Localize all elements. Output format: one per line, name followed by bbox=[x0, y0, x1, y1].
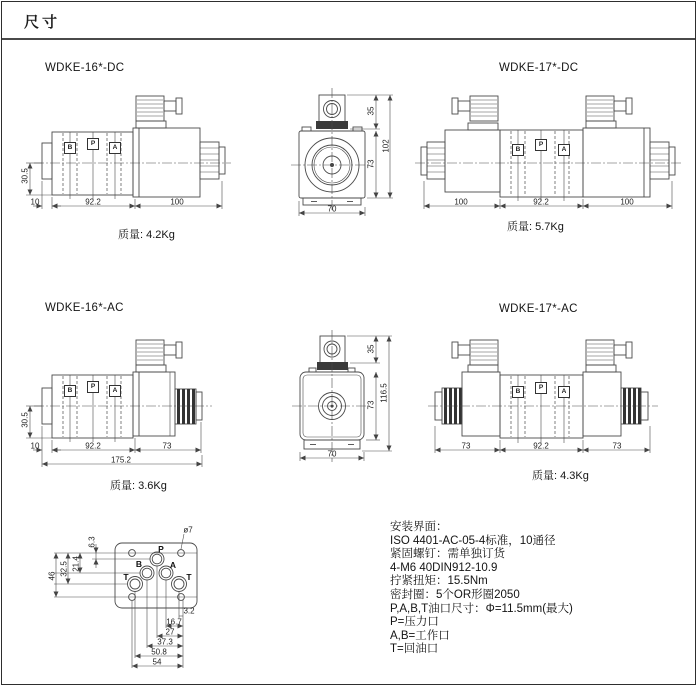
dim-16dc-a: 10 bbox=[30, 197, 40, 207]
port-a-17dc: A bbox=[558, 144, 570, 156]
dim-frontac-total: 116.5 bbox=[379, 383, 389, 403]
iface-port-p-label: P bbox=[158, 544, 164, 554]
dim-17dc-a: 100 bbox=[454, 197, 468, 207]
dim-17dc-c: 100 bbox=[620, 197, 634, 207]
spec-line: 密封圈：5个OR形圈2050 bbox=[390, 588, 520, 601]
iface-port-t-left-label: T bbox=[123, 572, 129, 582]
drawing-title-wdke17ac: WDKE-17*-AC bbox=[499, 303, 578, 315]
dim-iface-v2: 21.4 bbox=[71, 556, 81, 572]
port-b-16dc: B bbox=[64, 142, 76, 154]
dim-iface-v4: 46 bbox=[47, 571, 57, 581]
drawing-mounting-interface-linework bbox=[54, 534, 197, 668]
weight-wdke16ac: 质量: 3.6Kg bbox=[110, 480, 167, 492]
dim-iface-h5: 50.8 bbox=[151, 647, 167, 657]
dim-16ac-side: 30.5 bbox=[20, 412, 30, 428]
dim-frontac-width: 70 bbox=[327, 449, 337, 459]
dim-frontdc-top: 35 bbox=[366, 106, 376, 116]
spec-line: 4-M6 40DIN912-10.9 bbox=[390, 561, 498, 574]
dim-iface-h6: 54 bbox=[152, 657, 162, 667]
dim-17ac-c: 73 bbox=[612, 441, 622, 451]
dim-iface-h1: 3.2 bbox=[183, 606, 195, 616]
dim-16ac-b: 92.2 bbox=[85, 441, 101, 451]
weight-wdke16dc: 质量: 4.2Kg bbox=[118, 229, 175, 241]
dim-iface-h4: 37.3 bbox=[157, 637, 173, 647]
port-p-16dc: P bbox=[87, 138, 99, 150]
dim-16dc-side: 30.5 bbox=[20, 168, 30, 184]
drawing-front-dc-linework bbox=[291, 88, 393, 216]
drawing-wdke16dc-linework bbox=[26, 96, 231, 209]
drawing-wdke17ac-linework bbox=[428, 340, 658, 453]
dim-16ac-total: 175.2 bbox=[110, 455, 132, 465]
drawing-front-ac-linework bbox=[292, 330, 392, 462]
dim-frontac-top: 35 bbox=[366, 344, 376, 354]
spec-line: P=压力口 bbox=[390, 616, 439, 629]
weight-wdke17ac: 质量: 4.3Kg bbox=[532, 470, 589, 482]
port-b-17dc: B bbox=[512, 144, 524, 156]
dim-16dc-c: 100 bbox=[170, 197, 184, 207]
spec-line: 安装界面： bbox=[390, 521, 448, 533]
port-a-16dc: A bbox=[109, 142, 121, 154]
port-b-16ac: B bbox=[64, 385, 76, 397]
iface-port-b-label: B bbox=[135, 559, 143, 569]
spec-line: T=回油口 bbox=[390, 643, 439, 656]
iface-port-a-label: A bbox=[169, 560, 177, 570]
dim-frontac-body: 73 bbox=[366, 400, 376, 410]
dim-iface-h2: 16.7 bbox=[166, 617, 182, 627]
drawing-title-wdke16dc: WDKE-16*-DC bbox=[45, 62, 125, 74]
port-a-16ac: A bbox=[109, 385, 121, 397]
dim-iface-h3: 27 bbox=[165, 627, 175, 637]
dim-iface-hole-dia: ø7 bbox=[183, 525, 193, 535]
dim-17ac-b: 92.2 bbox=[533, 441, 549, 451]
weight-wdke17dc: 质量: 5.7Kg bbox=[507, 221, 564, 233]
drawing-wdke17dc-linework bbox=[415, 96, 681, 209]
dim-frontdc-width: 70 bbox=[327, 204, 337, 214]
drawing-wdke16ac-linework bbox=[26, 340, 212, 467]
dim-16dc-b: 92.2 bbox=[85, 197, 101, 207]
spec-line: 紧固螺钉：需单独订货 bbox=[390, 548, 505, 561]
iface-port-t-right-label: T bbox=[186, 572, 192, 582]
port-p-16ac: P bbox=[87, 381, 99, 393]
dim-frontdc-body: 73 bbox=[366, 159, 376, 169]
spec-line: A,B=工作口 bbox=[390, 629, 450, 642]
spec-line: P,A,B,T油口尺寸：Φ=11.5mm(最大) bbox=[390, 602, 573, 615]
spec-block bbox=[390, 521, 573, 657]
port-a-17ac: A bbox=[558, 386, 570, 398]
drawing-title-wdke17dc: WDKE-17*-DC bbox=[499, 62, 579, 74]
dim-17dc-b: 92.2 bbox=[533, 197, 549, 207]
dim-17ac-a: 73 bbox=[461, 441, 471, 451]
spec-line: ISO 4401-AC-05-4标准，10通径 bbox=[390, 534, 556, 547]
port-p-17dc: P bbox=[535, 139, 547, 151]
dim-frontdc-total: 102 bbox=[381, 139, 391, 153]
dim-iface-v1: 6.3 bbox=[87, 536, 97, 548]
dim-iface-v3: 32.5 bbox=[59, 561, 69, 577]
drawing-title-wdke16ac: WDKE-16*-AC bbox=[45, 302, 124, 314]
dim-16ac-a: 10 bbox=[30, 441, 40, 451]
port-b-17ac: B bbox=[512, 386, 524, 398]
dim-16ac-c: 73 bbox=[162, 441, 172, 451]
page-title: 尺寸 bbox=[24, 14, 61, 31]
port-p-17ac: P bbox=[535, 382, 547, 394]
spec-line: 拧紧扭矩：15.5Nm bbox=[390, 575, 488, 588]
